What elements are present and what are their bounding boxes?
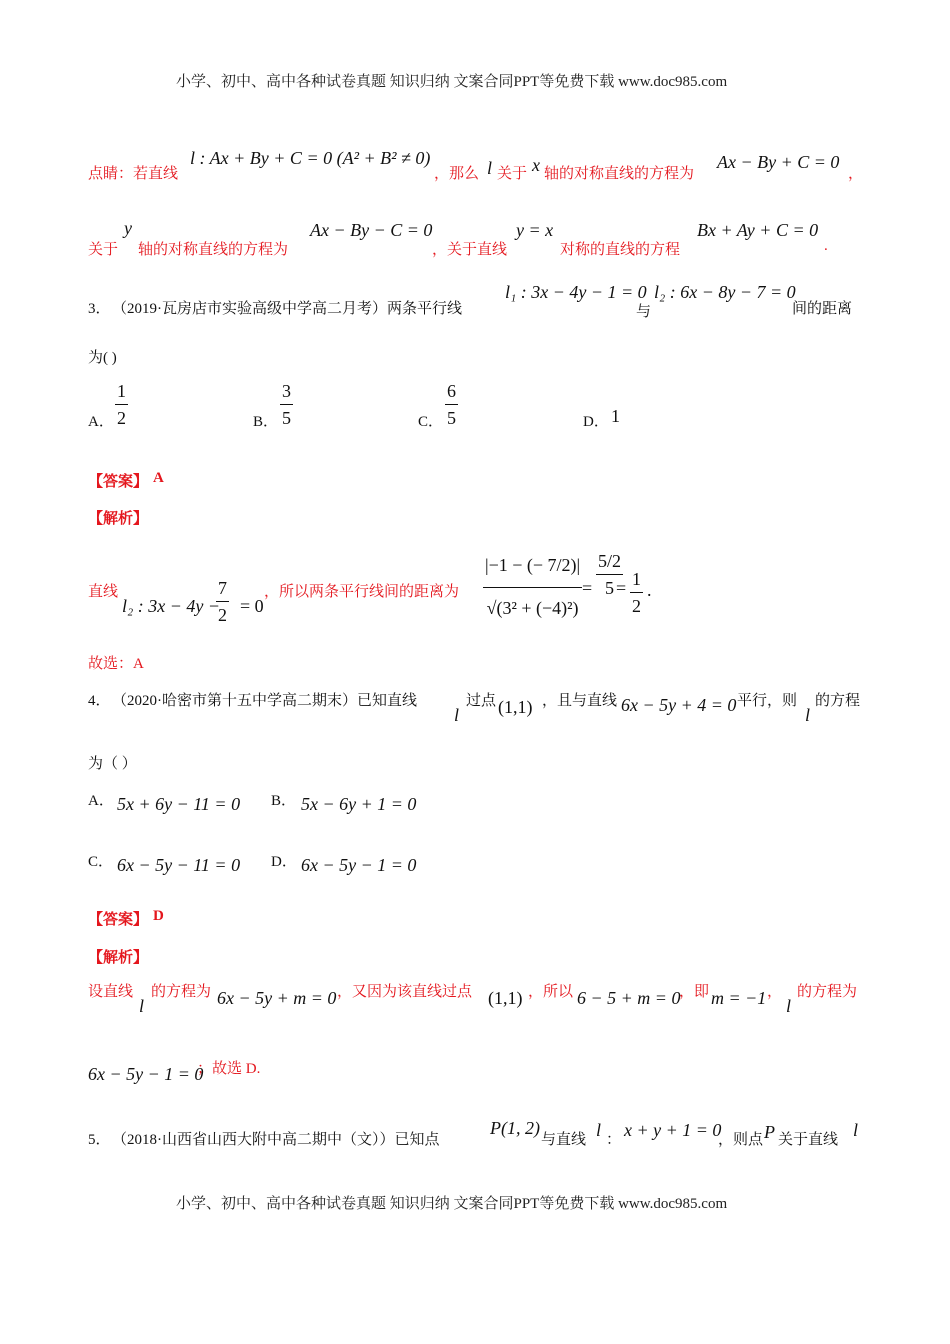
q4-solution-g: 的方程为	[797, 984, 858, 1000]
q3-analysis-label: 【解析】	[88, 511, 149, 527]
q4-solution-m: m = −1	[711, 988, 767, 1008]
q5-number: 5．	[88, 1132, 111, 1148]
q5-line: x + y + 1 = 0	[624, 1120, 722, 1140]
q3-option-d-value: 1	[611, 406, 620, 426]
q3-option-c-label: C．	[418, 414, 444, 430]
tip-text-1: 点睛：若直线	[88, 166, 179, 182]
q4-option-a-label: A．	[88, 793, 114, 809]
q3-solution-line: l₂ : 3x − 4y −	[122, 596, 221, 616]
q3-tail: 间的距离	[792, 301, 853, 317]
q3-line-l2: l₂ : 6x − 8y − 7 = 0	[654, 282, 796, 302]
q4-line2: 为（ ）	[88, 756, 137, 772]
q4-tail: 的方程	[815, 693, 861, 709]
q4-solution-a: 设直线	[88, 984, 134, 1000]
q4-option-b-value: 5x − 6y + 1 = 0	[301, 794, 417, 814]
tip-text-6: 关于	[88, 242, 119, 258]
q4-solution-eq2: 6 − 5 + m = 0	[577, 988, 681, 1008]
q3-option-a-value: $\frac{1}{2}$	[115, 378, 128, 431]
q3-solution-b: ，所以两条平行线间的距离为	[264, 584, 460, 600]
q4-parallel: 平行，则	[737, 693, 798, 709]
q3-period: .	[647, 580, 652, 600]
q4-solution-e: ，即	[679, 984, 710, 1000]
q5-l2: l	[853, 1120, 859, 1140]
q5-l: l	[596, 1120, 602, 1140]
page-footer: 小学、初中、高中各种试卷真题 知识归纳 文案合同PPT等免费下载 www.doc985.com	[176, 1196, 728, 1212]
q3-answer-label: 【答案】	[88, 474, 149, 490]
q4-option-d-label: D．	[271, 854, 297, 870]
q5-mid: 与直线	[541, 1132, 587, 1148]
q4-solution-l: l	[139, 996, 145, 1016]
tip-text-3: 关于	[497, 166, 528, 182]
q3-option-b-label: B．	[253, 414, 279, 430]
tip-text-4: 轴的对称直线的方程为	[544, 166, 695, 182]
q3-line-l1: l₁ : 3x − 4y − 1 = 0	[505, 282, 647, 302]
q3-distance-fraction: $\frac{|-1 - (- 7/2)|}{\text{√(3² + (−4)²)}}$	[483, 543, 582, 628]
q5-source: （2018·山西省山西大附中高二期中（文））已知点	[112, 1132, 440, 1148]
q4-pass: 过点	[466, 693, 497, 709]
q3-conclusion: 故选：A	[88, 656, 144, 672]
q3-source: （2019·瓦房店市实验高级中学高二月考）两条平行线	[112, 301, 462, 317]
tip-text-7: 轴的对称直线的方程为	[138, 242, 289, 258]
q3-option-d-label: D．	[583, 414, 609, 430]
q4-cond: ，且与直线	[542, 693, 618, 709]
q3-solution-a: 直线	[88, 584, 119, 600]
tip-yx: y = x	[516, 220, 554, 240]
q5-tail2: 关于直线	[778, 1132, 839, 1148]
q4-option-d-value: 6x − 5y − 1 = 0	[301, 855, 417, 875]
q4-l2: l	[805, 705, 811, 725]
tip-line-formula: l : Ax + By + C = 0 (A² + B² ≠ 0)	[190, 148, 431, 168]
q3-number: 3．	[88, 301, 111, 317]
q4-solution-eq1: 6x − 5y + m = 0	[217, 988, 337, 1008]
tip-y: y	[124, 218, 132, 238]
q4-answer-label: 【答案】	[88, 912, 149, 928]
q4-source: （2020·哈密市第十五中学高二期末）已知直线	[112, 693, 417, 709]
q4-solution-d: ，所以	[528, 984, 574, 1000]
q4-solution-final: 6x − 5y − 1 = 0	[88, 1064, 204, 1084]
q4-point: (1,1)	[498, 697, 533, 717]
q5-p: P	[764, 1122, 775, 1142]
q4-solution-point: (1,1)	[488, 988, 523, 1008]
q4-solution-h: ；故选 D.	[197, 1061, 261, 1077]
tip-text-2: ，那么	[434, 166, 480, 182]
q5-colon: ：	[606, 1132, 622, 1148]
q4-solution-l2: l	[786, 996, 792, 1016]
q4-solution-c: ，又因为该直线过点	[337, 984, 473, 1000]
q3-result-fraction: $\frac{1}{2}$	[630, 566, 643, 619]
q3-solution-frac: $\frac{7}{2}$	[216, 575, 229, 628]
tip-text-10: .	[824, 238, 828, 254]
tip-eq-1: Ax − By + C = 0	[717, 152, 840, 172]
q3-mid-fraction: $\frac{5/2}{5}$	[596, 548, 623, 601]
q3-option-b-value: $\frac{3}{5}$	[280, 378, 293, 431]
q4-option-c-value: 6x − 5y − 11 = 0	[117, 855, 241, 875]
q3-mid: 与	[636, 304, 652, 320]
q4-number: 4．	[88, 693, 111, 709]
q4-analysis-label: 【解析】	[88, 950, 149, 966]
q5-tail: ，则点	[718, 1132, 764, 1148]
q4-solution-b: 的方程为	[151, 984, 212, 1000]
q3-eq-sign-1: =	[582, 578, 593, 598]
q4-option-a-value: 5x + 6y − 11 = 0	[117, 794, 241, 814]
q4-option-c-label: C．	[88, 854, 114, 870]
q3-answer-value: A	[153, 470, 164, 486]
tip-eq-3: Bx + Ay + C = 0	[697, 220, 819, 240]
q3-option-c-value: $\frac{6}{5}$	[445, 378, 458, 431]
q3-solution-eq0: = 0	[240, 596, 264, 616]
q5-point: P(1, 2)	[490, 1118, 540, 1138]
q3-line2: 为( )	[88, 350, 117, 366]
q4-solution-f: ，	[767, 984, 783, 1000]
tip-text-8: ，关于直线	[432, 242, 508, 258]
q4-l: l	[454, 705, 460, 725]
tip-text-5: ，	[848, 166, 864, 182]
q3-eq-sign-2: =	[616, 578, 627, 598]
q3-option-a-label: A．	[88, 414, 114, 430]
q4-answer-value: D	[153, 908, 164, 924]
q4-line: 6x − 5y + 4 = 0	[621, 695, 737, 715]
tip-text-9: 对称的直线的方程	[560, 242, 681, 258]
tip-eq-2: Ax − By − C = 0	[310, 220, 433, 240]
tip-x: x	[532, 155, 540, 175]
q4-option-b-label: B．	[271, 793, 297, 809]
tip-l: l	[487, 158, 493, 178]
page-header: 小学、初中、高中各种试卷真题 知识归纳 文案合同PPT等免费下载 www.doc985.com	[176, 74, 728, 90]
